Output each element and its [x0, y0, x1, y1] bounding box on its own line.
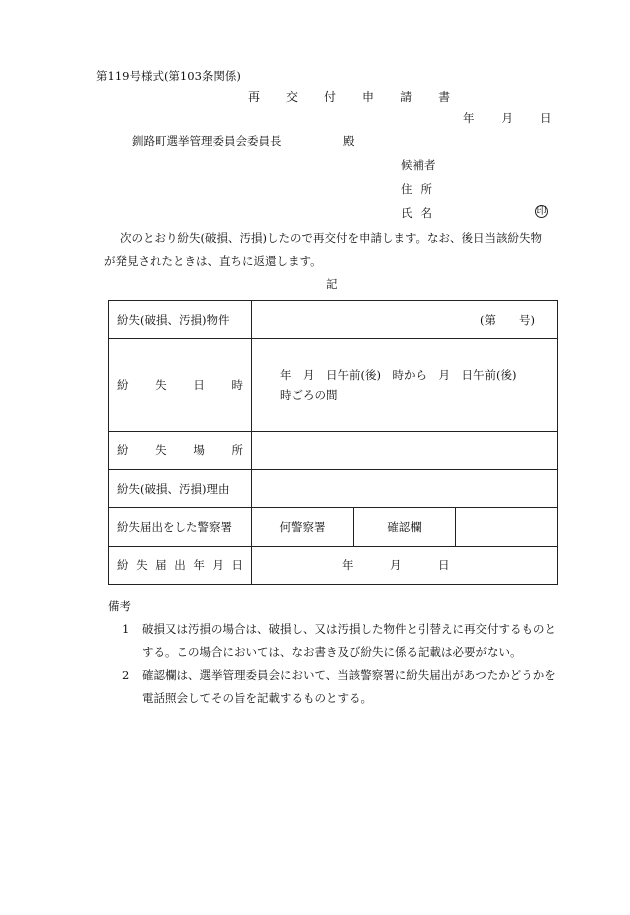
- note-line: 電話照会してその旨を記載するものとする。: [142, 691, 372, 705]
- report-date-label: [109, 546, 252, 584]
- form-number: 第119号様式(第103条関係): [96, 69, 241, 83]
- application-date: [463, 110, 579, 126]
- record-label: 記: [326, 277, 338, 291]
- label-char: 場: [193, 443, 205, 458]
- police-station-placeholder: 何警察署: [279, 520, 326, 534]
- title-char: 請: [400, 90, 413, 104]
- report-date-field[interactable]: [252, 546, 558, 584]
- title-char: 交: [286, 90, 299, 104]
- report-month-label: 月: [390, 558, 402, 573]
- label-char: 失: [136, 558, 148, 573]
- remarks-heading: 備考: [108, 599, 131, 613]
- lost-place-field[interactable]: [252, 431, 558, 469]
- table-row: [109, 431, 558, 469]
- label-char: 届: [155, 558, 167, 573]
- police-station-label-text: 紛失届出をした警察署: [117, 520, 232, 534]
- label-char: 出: [174, 558, 186, 573]
- title-char: 書: [438, 90, 451, 104]
- label-char: 日: [231, 558, 243, 573]
- police-station-label: [109, 508, 252, 546]
- table-row: [109, 546, 558, 584]
- lost-item-label: 紛失(破損、汚損)物件: [109, 301, 252, 339]
- date-month-label: 月: [501, 111, 513, 125]
- label-char: 紛: [117, 558, 129, 573]
- seal-mark-icon: 印: [536, 206, 547, 217]
- table-row: [109, 470, 558, 508]
- confirmation-field[interactable]: [456, 508, 558, 546]
- lost-item-field[interactable]: [252, 301, 558, 339]
- date-year-label: 年: [463, 111, 475, 125]
- datetime-line-2: 時ごろの間: [280, 388, 338, 403]
- table-row: [109, 339, 558, 431]
- title-char: 再: [248, 90, 261, 104]
- table-row: [109, 508, 558, 546]
- label-char: 紛: [117, 378, 129, 393]
- addressee-honorific: 殿: [343, 134, 355, 148]
- police-station-field[interactable]: [252, 508, 354, 546]
- lost-item-number: (第 号): [480, 312, 535, 327]
- lost-datetime-label: [109, 339, 252, 431]
- label-char: 失: [155, 378, 167, 393]
- loss-reason-label: 紛失(破損、汚損)理由: [109, 470, 252, 508]
- label-char: 紛: [117, 443, 129, 458]
- label-char: 所: [231, 443, 243, 458]
- label-char: 年: [193, 558, 205, 573]
- lost-place-label: [109, 431, 252, 469]
- table-row: [109, 301, 558, 339]
- document-title: [248, 88, 476, 105]
- note-line: 確認欄は、選挙管理委員会において、当該警察署に紛失届出があつたかどうかを: [142, 668, 556, 682]
- title-char: 付: [324, 90, 337, 104]
- label-char: 失: [155, 443, 167, 458]
- loss-reason-field[interactable]: [252, 470, 558, 508]
- note-line: する。この場合においては、なお書き及び紛失に係る記載は必要がない。: [142, 645, 522, 659]
- addressee: 釧路町選挙管理委員会委員長: [132, 134, 282, 148]
- remark-note-2: [122, 664, 582, 710]
- title-char: 申: [362, 90, 375, 104]
- statement-line-1: 次のとおり紛失(破損、汚損)したので再交付を申請します。なお、後日当該紛失物: [120, 231, 543, 245]
- note-number: 2: [122, 668, 130, 682]
- label-char: 月: [212, 558, 224, 573]
- label-char: 時: [231, 378, 243, 393]
- date-day-label: 日: [540, 111, 552, 125]
- note-number: 1: [122, 622, 130, 636]
- name-label: 氏名: [401, 206, 440, 220]
- remark-note-1: [122, 618, 582, 664]
- datetime-line-1: 年 月 日午前(後) 時から 月 日午前(後): [280, 368, 517, 383]
- confirmation-label: 確認欄: [354, 508, 456, 546]
- application-statement: [104, 227, 594, 273]
- report-day-label: 日: [438, 558, 450, 573]
- lost-datetime-field[interactable]: [252, 339, 558, 431]
- report-year-label: 年: [342, 558, 354, 573]
- candidate-label: 候補者: [401, 158, 436, 172]
- statement-line-2: が発見されたときは、直ちに返還します。: [104, 254, 322, 268]
- note-line: 破損又は汚損の場合は、破損し、又は汚損した物件と引替えに再交付するものと: [142, 622, 556, 636]
- label-char: 日: [193, 378, 205, 393]
- address-label: 住所: [401, 182, 440, 196]
- application-form-table: [108, 300, 558, 585]
